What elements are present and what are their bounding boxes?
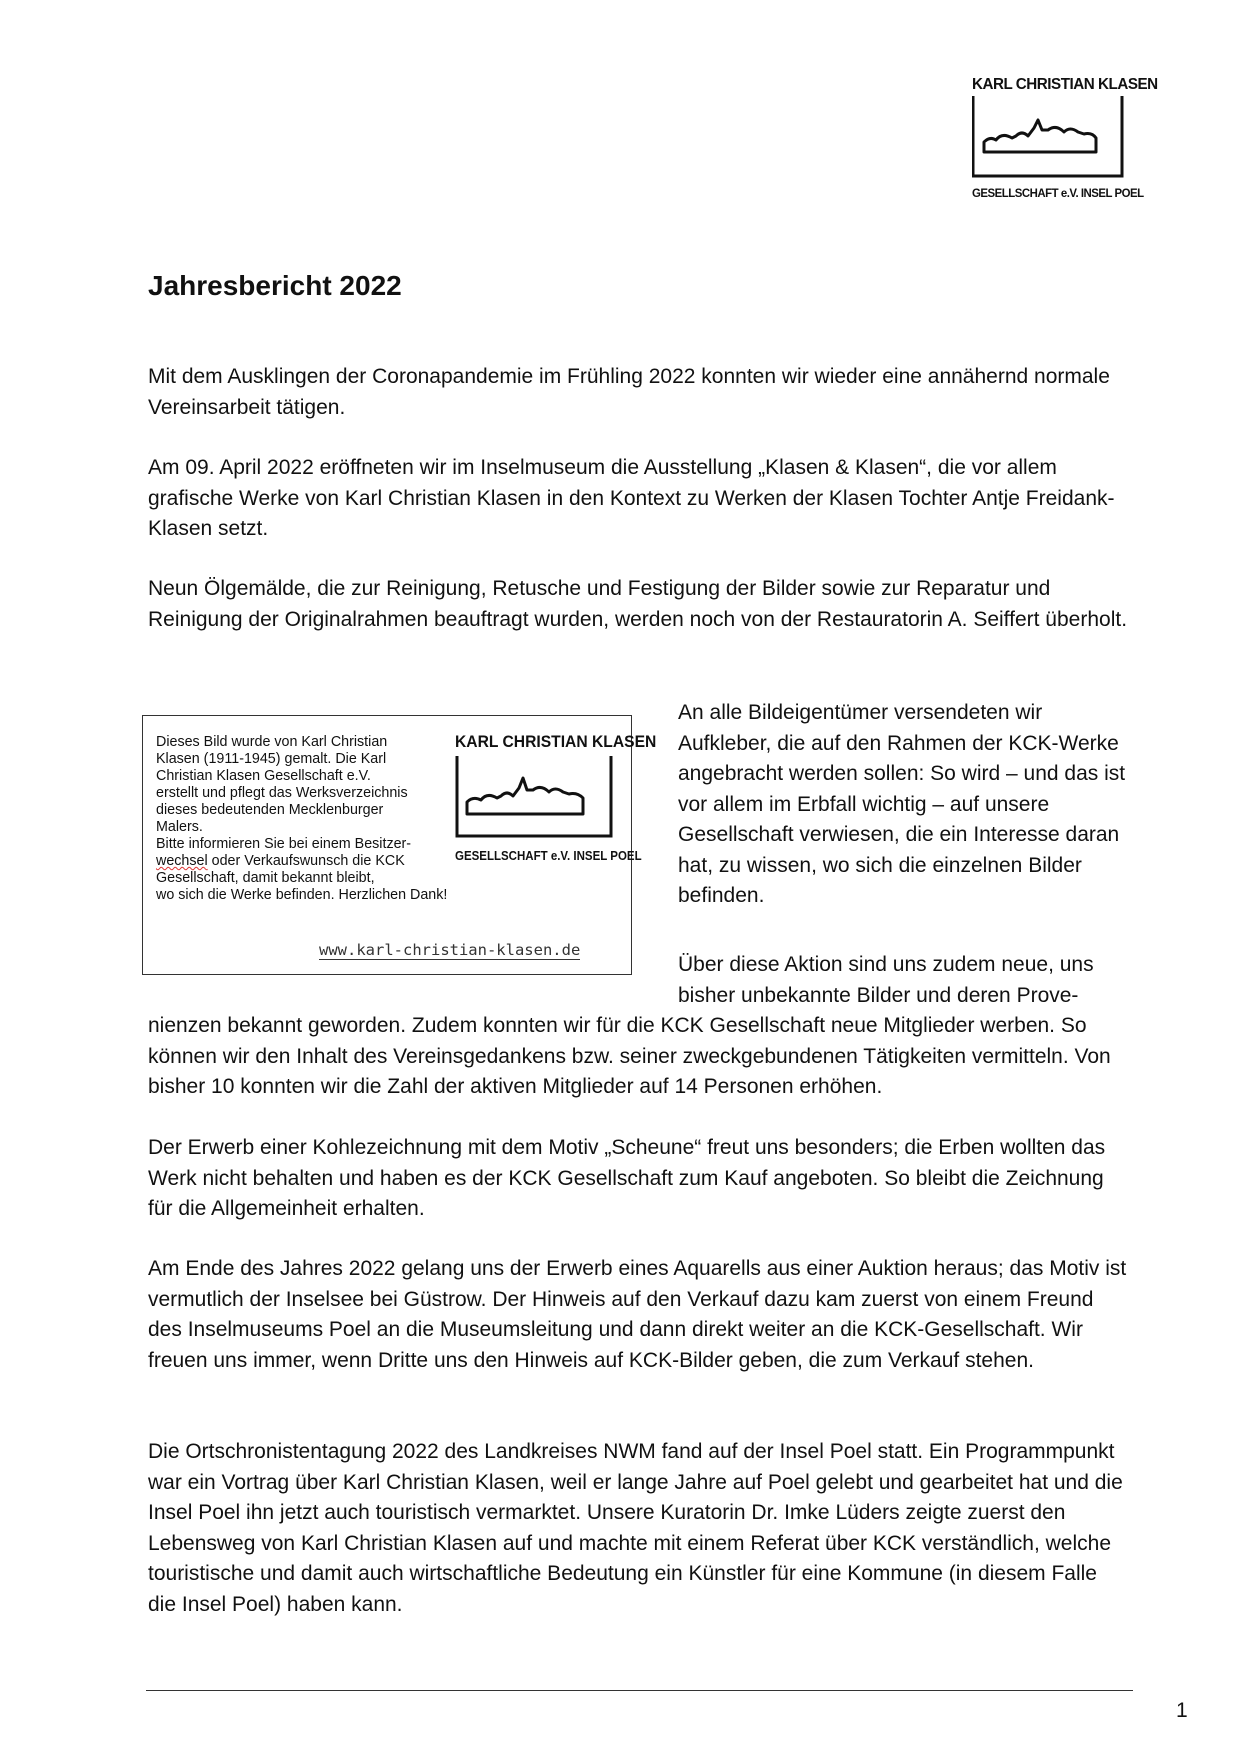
paragraph: Neun Ölgemälde, die zur Reinigung, Retusche und Festigung der Bilder sowie zur Reparatur und Reinigung der Originalrahmen beauftragt wurden, werden noch von der Restauratorin A. Seiffert überholt.: [148, 577, 1128, 631]
page-number: 1: [1176, 1699, 1188, 1722]
paragraph: Mit dem Ausklingen der Coronapandemie im Frühling 2022 konnten wir wieder eine annähernd normale Vereinsarbeit tätigen.: [148, 365, 1110, 419]
paragraph: Am Ende des Jahres 2022 gelang uns der Erwerb eines Aquarells aus einer Auktion heraus; das Motiv ist vermutlich der Inselsee bei Güstrow. Der Hinweis auf den Verkauf dazu kam zuerst von einem Freund des Inselmuseums Poel an die Museumsleitung und dann direkt weiter an die KCK-Gesellschaft. Wir freuen uns immer, wenn Dritte uns den Hinweis auf KCK-Bilder geben, die zum Verkauf stehen.: [148, 1257, 1127, 1372]
paragraph: Über diese Aktion sind uns zudem neue, uns bisher unbekannte Bilder und deren Prove-: [678, 953, 1094, 1007]
sticker-line-rest: oder Verkaufswunsch die KCK: [207, 853, 405, 869]
sticker-logo-bottom-text: GESELLSCHAFT e.V. INSEL POEL: [455, 849, 642, 863]
society-logo: [972, 76, 1158, 200]
sticker-image: [142, 715, 657, 975]
paragraph: nienzen bekannt geworden. Zudem konnten wir für die KCK Gesellschaft neue Mitglieder werben. So können wir den Inhalt des Vereinsgedankens bzw. seiner zweckgebundenen Tätigkeiten vermitteln. Von bisher 10 konnten wir die Zahl der aktiven Mitglieder auf 14 Personen erhöhen.: [148, 1014, 1111, 1098]
sticker-logo: [455, 732, 657, 863]
footer-divider: [146, 1690, 1133, 1691]
sticker-line: Bitte informieren Sie bei einem Besitzer-: [156, 836, 412, 852]
sticker-line: Malers.: [156, 819, 203, 835]
logo-bottom-text: GESELLSCHAFT e.V. INSEL POEL: [972, 186, 1144, 200]
sticker-line: Dieses Bild wurde von Karl Christian: [156, 734, 388, 750]
sticker-logo-top-text: KARL CHRISTIAN KLASEN: [455, 732, 657, 751]
sticker-line: erstellt und pflegt das Werksverzeichnis: [156, 785, 408, 801]
logo-skyline-icon: [972, 94, 1126, 186]
sticker-line: wo sich die Werke befinden. Herzlichen Dank!: [156, 887, 448, 903]
paragraph: Der Erwerb einer Kohlezeichnung mit dem Motiv „Scheune“ freut uns besonders; die Erben wollten das Werk nicht behalten und haben es der KCK Gesellschaft zum Kauf angeboten. So bleibt die Zeichnung für die Allgemeinheit erhalten.: [148, 1136, 1106, 1220]
sticker-url: www.karl-christian-klasen.de: [319, 941, 581, 959]
sticker-word-underlined: wechsel: [156, 853, 208, 869]
sticker-line: Christian Klasen Gesellschaft e.V.: [156, 768, 371, 784]
paragraph: Am 09. April 2022 eröffneten wir im Inselmuseum die Ausstellung „Klasen & Klasen“, die vor allem grafische Werke von Karl Christian Klasen in den Kontext zu Werken der Klasen Tochter Antje Freidank-Klasen setzt.: [148, 456, 1115, 540]
sticker-line: [156, 853, 436, 870]
sticker-line: Gesellschaft, damit bekannt bleibt,: [156, 870, 375, 886]
paragraph: Die Ortschronistentagung 2022 des Landkreises NWM fand auf der Insel Poel statt. Ein Programmpunkt war ein Vortrag über Karl Christian Klasen, weil er lange Jahre auf Poel gelebt und gearbeitet hat und die Insel Poel ihn jetzt auch touristisch vermarktet. Unsere Kuratorin Dr. Imke Lüders zeigte zuerst den Lebensweg von Karl Christian Klasen auf und machte mit einem Referat über KCK verständlich, welche touristische und damit auch wirtschaftliche Bedeutung ein Künstler für eine Kommune (in diesem Falle die Insel Poel) haben kann.: [148, 1440, 1123, 1616]
page-title: Jahresbericht 2022: [148, 270, 402, 301]
sticker-line: dieses bedeutenden Mecklenburger: [156, 802, 384, 818]
sticker-text: [156, 734, 448, 904]
logo-top-text: KARL CHRISTIAN KLASEN: [972, 76, 1158, 93]
sticker-line: Klasen (1911-1945) gemalt. Die Karl: [156, 751, 387, 767]
paragraph: An alle Bildeigentümer versendeten wir Aufkleber, die auf den Rahmen der KCK-Werke angebracht werden sollen: So wird – und das ist vor allem im Erbfall wichtig – auf unsere Gesellschaft verwiesen, die ein Interesse daran hat, zu wissen, wo sich die einzelnen Bilder befinden.: [678, 701, 1126, 907]
sticker-logo-skyline-icon: [455, 752, 615, 844]
